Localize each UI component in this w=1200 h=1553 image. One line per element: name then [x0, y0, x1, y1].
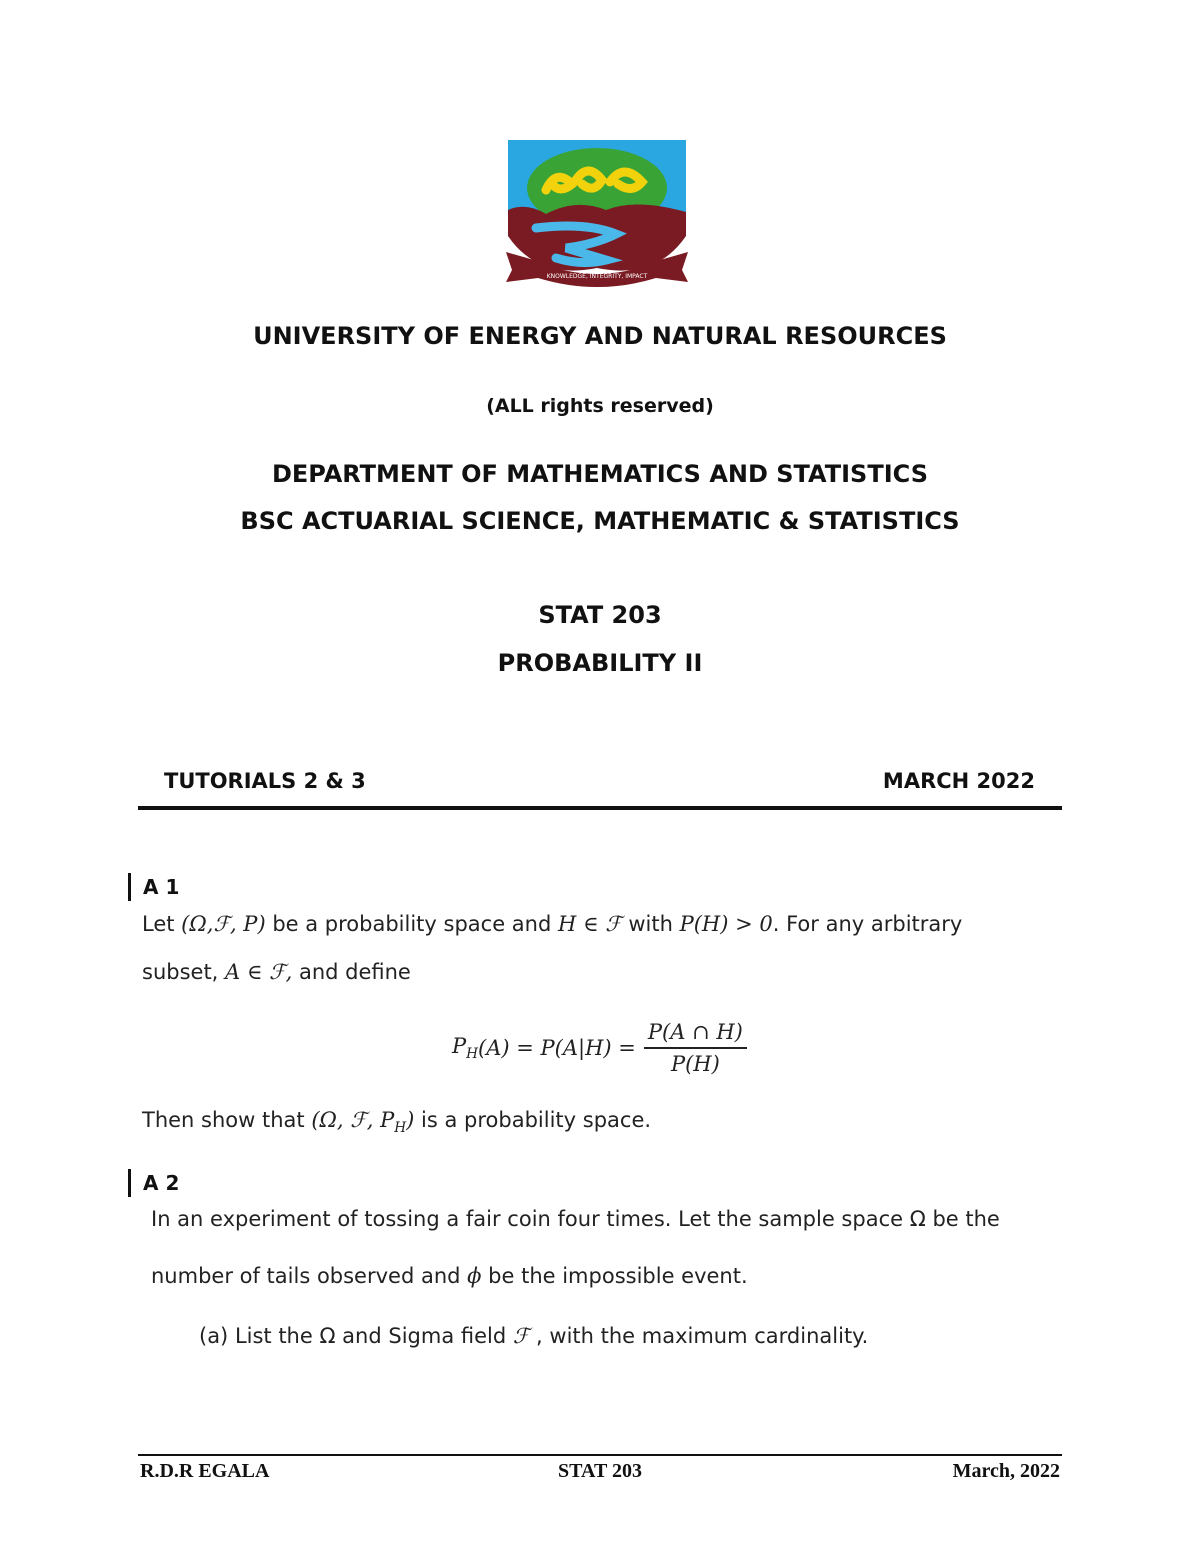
- university-crest-logo: [506, 140, 688, 288]
- tutorials-label: TUTORIALS 2 & 3: [164, 769, 366, 793]
- question-a1-text-line1: Let (Ω,ℱ, P) be a probability space and H ∈ ℱ with P(H) > 0. For any arbitrary: [142, 912, 963, 936]
- formula-fraction: [644, 1020, 747, 1076]
- crest-motto: KNOWLEDGE, INTEGRITY, IMPACT: [546, 273, 648, 280]
- footer-course: STAT 203: [558, 1460, 642, 1482]
- part-a-label: (a): [199, 1324, 229, 1348]
- program-name: BSC ACTUARIAL SCIENCE, MATHEMATIC & STATISTICS: [240, 507, 960, 535]
- footer-author: R.D.R EGALA: [140, 1460, 270, 1482]
- university-name: UNIVERSITY OF ENERGY AND NATURAL RESOURCES: [253, 322, 947, 350]
- footer-date: March, 2022: [952, 1460, 1060, 1482]
- course-title: PROBABILITY II: [497, 649, 703, 677]
- department-name: DEPARTMENT OF MATHEMATICS AND STATISTICS: [271, 460, 928, 488]
- footer-divider: [138, 1454, 1062, 1456]
- formula-denominator: P(H): [670, 1052, 720, 1076]
- rights-notice: (ALL rights reserved): [486, 395, 714, 417]
- question-a2-heading: A 2: [128, 1169, 179, 1197]
- question-a1-text-line3: Then show that (Ω, ℱ, $P_H$) is a probability space.: [142, 1108, 652, 1137]
- question-a1-text-line2: subset, A ∈ ℱ, and define: [142, 960, 411, 984]
- date-label: MARCH 2022: [882, 769, 1035, 793]
- header-divider: [138, 806, 1062, 810]
- conditional-probability-formula: $P_H$ (A) = P(A|H) = $\frac{P(A \cap H)}{P(H)}$: [452, 1015, 747, 1081]
- question-a2-text-line2: number of tails observed and ϕ be the impossible event.: [151, 1264, 748, 1288]
- formula-numerator: P(A ∩ H): [644, 1020, 747, 1049]
- question-a2-part-a: (a) List the Ω and Sigma field ℱ , with the maximum cardinality.: [199, 1324, 869, 1348]
- question-a1-heading: A 1: [128, 873, 179, 901]
- course-code: STAT 203: [538, 601, 662, 629]
- question-a2-text-line1: In an experiment of tossing a fair coin four times. Let the sample space Ω be the: [151, 1207, 1000, 1231]
